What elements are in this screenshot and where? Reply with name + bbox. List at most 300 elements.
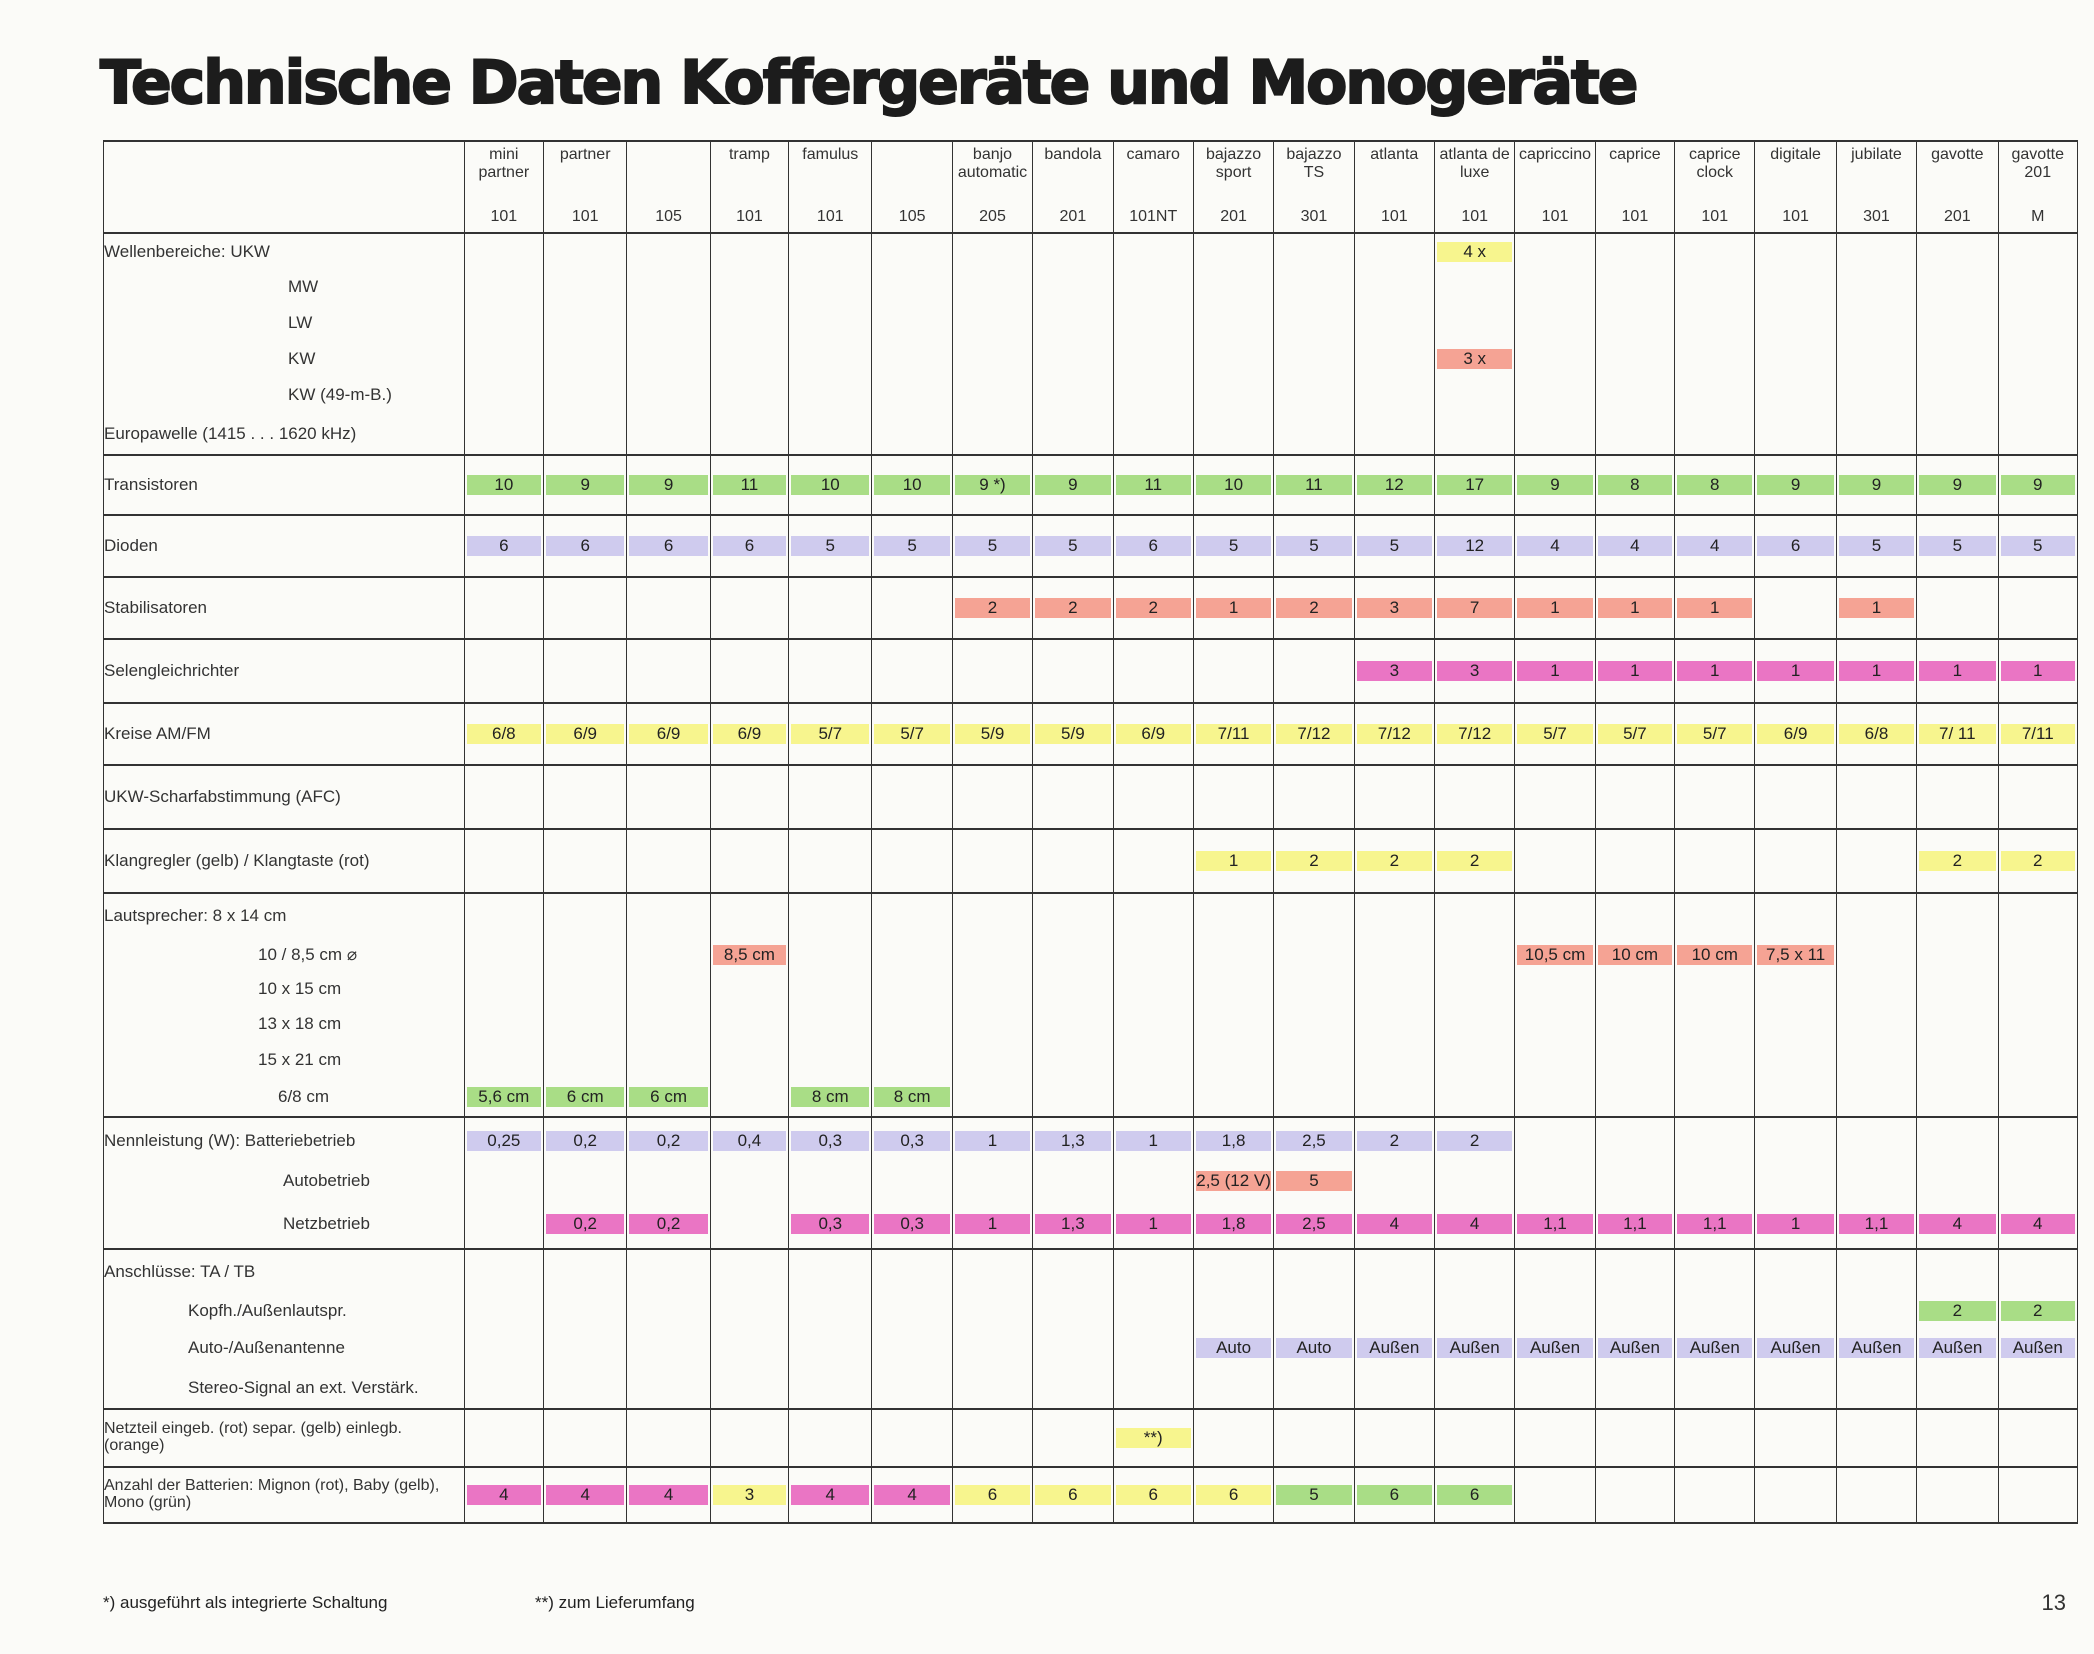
cell-value: 6/9 xyxy=(737,724,762,743)
spec-cell xyxy=(544,305,627,341)
model-variant: 201 xyxy=(1220,207,1247,225)
cell-value: 9 xyxy=(1068,475,1078,494)
page-title: Technische Daten Koffergeräte und Monogeräte xyxy=(100,48,1637,118)
cell-value: 6/9 xyxy=(1783,724,1808,743)
spec-cell xyxy=(464,937,543,973)
spec-cell xyxy=(1193,1409,1273,1467)
spec-cell xyxy=(1274,1163,1354,1199)
spec-cell xyxy=(1515,1117,1595,1163)
spec-cell xyxy=(1515,455,1595,515)
spec-cell xyxy=(1274,829,1354,893)
spec-cell xyxy=(1434,515,1514,577)
spec-cell xyxy=(1595,577,1674,639)
spec-cell xyxy=(789,1467,872,1523)
cell-value: 8 xyxy=(1630,475,1640,494)
spec-cell xyxy=(789,269,872,305)
spec-cell xyxy=(710,703,788,765)
spec-cell xyxy=(952,973,1032,1005)
color-band xyxy=(874,1485,949,1505)
cell-value: 17 xyxy=(1465,475,1485,494)
model-header xyxy=(544,141,627,233)
spec-cell xyxy=(627,893,710,937)
cell-value: **) xyxy=(1143,1428,1163,1447)
spec-cell xyxy=(1675,639,1755,703)
footnote-integrated-circuit: *) ausgeführt als integrierte Schaltung xyxy=(103,1593,388,1612)
spec-cell xyxy=(627,577,710,639)
spec-cell xyxy=(627,1329,710,1367)
spec-cell xyxy=(1755,305,1836,341)
color-band xyxy=(1598,724,1672,744)
color-band xyxy=(2001,1214,2076,1234)
spec-cell xyxy=(464,1117,543,1163)
color-band xyxy=(1276,598,1351,618)
spec-cell xyxy=(1998,377,2078,413)
model-header xyxy=(1755,141,1836,233)
color-band xyxy=(1276,1338,1351,1358)
color-band xyxy=(2001,724,2076,744)
spec-cell xyxy=(1113,1077,1193,1117)
cell-value: 10 cm xyxy=(1691,945,1738,964)
color-band xyxy=(791,1087,869,1107)
spec-cell xyxy=(1434,377,1514,413)
spec-cell xyxy=(1113,829,1193,893)
cell-value: 1,8 xyxy=(1221,1130,1246,1150)
spec-cell xyxy=(1675,1467,1755,1523)
spec-cell xyxy=(1836,703,1916,765)
spec-cell xyxy=(544,1249,627,1293)
spec-cell xyxy=(464,1249,543,1293)
cell-value: 5/7 xyxy=(1623,724,1647,743)
cell-value: 7 xyxy=(1469,598,1480,617)
spec-cell xyxy=(1595,973,1674,1005)
spec-cell xyxy=(464,455,543,515)
spec-cell xyxy=(1755,577,1836,639)
color-band xyxy=(546,1131,624,1151)
spec-cell xyxy=(952,1409,1032,1467)
spec-cell xyxy=(1998,233,2078,269)
spec-cell xyxy=(1755,829,1836,893)
spec-cell xyxy=(1515,1249,1595,1293)
spec-row xyxy=(104,1043,2078,1077)
color-band xyxy=(1357,724,1432,744)
spec-cell xyxy=(1595,1117,1674,1163)
spec-cell xyxy=(1434,639,1514,703)
spec-cell xyxy=(1434,1005,1514,1043)
cell-value: Außen xyxy=(1529,1338,1581,1357)
spec-cell xyxy=(544,829,627,893)
spec-cell xyxy=(1033,829,1113,893)
spec-cell xyxy=(1917,577,1998,639)
cell-value: 1 xyxy=(1710,598,1720,617)
spec-cell xyxy=(710,937,788,973)
color-band xyxy=(1276,1485,1351,1505)
cell-value: 5/7 xyxy=(818,724,843,743)
color-band xyxy=(1437,1214,1512,1234)
model-header xyxy=(1113,141,1193,233)
spec-cell xyxy=(544,639,627,703)
spec-cell xyxy=(1515,233,1595,269)
spec-cell xyxy=(789,893,872,937)
spec-cell xyxy=(1595,269,1674,305)
color-band xyxy=(2001,851,2076,871)
spec-cell xyxy=(1274,973,1354,1005)
cell-value: 9 xyxy=(663,475,674,494)
spec-cell xyxy=(1755,1077,1836,1117)
spec-row xyxy=(104,1005,2078,1043)
spec-cell xyxy=(1755,937,1836,973)
spec-cell xyxy=(1193,703,1273,765)
cell-value: 1 xyxy=(1550,661,1560,680)
cell-value: 9 xyxy=(1871,475,1882,494)
color-band xyxy=(2001,1338,2076,1358)
row-label: Autobetrieb xyxy=(104,1163,465,1199)
cell-value: 1,1 xyxy=(1623,1213,1647,1233)
spec-cell xyxy=(1675,515,1755,577)
spec-cell xyxy=(1755,1293,1836,1329)
spec-cell xyxy=(1354,1005,1434,1043)
spec-cell xyxy=(1917,937,1998,973)
model-header xyxy=(1274,141,1354,233)
cell-value: 5 xyxy=(1952,536,1963,555)
spec-cell xyxy=(1675,269,1755,305)
cell-value: 0,3 xyxy=(818,1130,843,1150)
spec-cell xyxy=(1515,515,1595,577)
spec-cell xyxy=(1836,305,1916,341)
spec-cell xyxy=(1917,639,1998,703)
cell-value: 4 xyxy=(580,1485,590,1504)
spec-cell xyxy=(1917,377,1998,413)
cell-value: 12 xyxy=(1384,475,1404,494)
spec-cell xyxy=(544,377,627,413)
row-label: Netzteil eingeb. (rot) separ. (gelb) einlegb. (orange) xyxy=(104,1409,465,1467)
cell-value: 4 xyxy=(1550,536,1560,555)
spec-cell xyxy=(1274,1367,1354,1409)
cell-value: Außen xyxy=(1689,1338,1740,1357)
color-band xyxy=(1035,1485,1110,1505)
spec-cell xyxy=(1917,765,1998,829)
spec-cell xyxy=(1675,1005,1755,1043)
spec-cell xyxy=(1434,1329,1514,1367)
spec-cell xyxy=(1354,1467,1434,1523)
color-band xyxy=(874,475,949,495)
model-header xyxy=(872,141,952,233)
cell-value: 11 xyxy=(1305,475,1323,494)
color-band xyxy=(1437,1131,1512,1151)
cell-value: 7/12 xyxy=(1377,724,1411,743)
spec-cell xyxy=(789,305,872,341)
color-band xyxy=(629,1131,707,1151)
spec-cell xyxy=(1033,455,1113,515)
model-header xyxy=(1434,141,1514,233)
spec-cell xyxy=(1755,1043,1836,1077)
spec-cell xyxy=(1274,765,1354,829)
spec-cell xyxy=(710,893,788,937)
page-number: 13 xyxy=(2041,1590,2066,1615)
row-label: Stabilisatoren xyxy=(104,577,465,639)
spec-cell xyxy=(872,703,952,765)
spec-cell xyxy=(952,1249,1032,1293)
color-band xyxy=(1757,945,1833,965)
color-band xyxy=(1116,598,1191,618)
spec-cell xyxy=(1434,1117,1514,1163)
color-band xyxy=(1116,475,1191,495)
row-label: Kreise AM/FM xyxy=(104,703,465,765)
spec-cell xyxy=(1755,515,1836,577)
spec-cell xyxy=(710,1163,788,1199)
spec-cell xyxy=(952,577,1032,639)
spec-cell xyxy=(1998,1409,2078,1467)
spec-cell xyxy=(1193,973,1273,1005)
cell-value: 1,3 xyxy=(1061,1213,1085,1233)
spec-cell xyxy=(1274,1077,1354,1117)
spec-cell xyxy=(1836,1043,1916,1077)
spec-cell xyxy=(1595,455,1674,515)
spec-cell xyxy=(1675,829,1755,893)
cell-value: 5 xyxy=(1228,536,1239,555)
spec-cell xyxy=(1193,1467,1273,1523)
spec-cell xyxy=(1515,269,1595,305)
spec-cell xyxy=(1033,413,1113,455)
spec-cell xyxy=(1193,1199,1273,1249)
spec-cell xyxy=(1354,639,1434,703)
cell-value: 1 xyxy=(1871,598,1882,617)
spec-cell xyxy=(1675,703,1755,765)
spec-cell xyxy=(1033,1043,1113,1077)
model-variant: 101 xyxy=(1621,207,1649,225)
model-name: mini partner xyxy=(478,146,530,182)
spec-cell xyxy=(1755,973,1836,1005)
color-band xyxy=(955,475,1030,495)
model-header xyxy=(1595,141,1674,233)
spec-cell xyxy=(1193,1117,1273,1163)
model-name: partner xyxy=(559,146,611,163)
row-label: 6/8 cm xyxy=(104,1077,465,1117)
spec-cell xyxy=(1113,1163,1193,1199)
spec-cell xyxy=(1434,703,1514,765)
spec-row xyxy=(104,639,2078,703)
spec-cell xyxy=(1193,1043,1273,1077)
spec-cell xyxy=(1193,233,1273,269)
spec-cell xyxy=(1595,1409,1674,1467)
spec-cell xyxy=(1274,1043,1354,1077)
color-band xyxy=(1276,536,1351,556)
spec-cell xyxy=(1274,893,1354,937)
cell-value: 1,8 xyxy=(1221,1213,1246,1233)
cell-value: 10 cm xyxy=(1611,945,1659,964)
spec-cell xyxy=(1595,937,1674,973)
spec-cell xyxy=(710,1117,788,1163)
spec-cell xyxy=(1515,1163,1595,1199)
row-label: Wellenbereiche: UKW xyxy=(104,233,465,269)
spec-cell xyxy=(1354,305,1434,341)
spec-cell xyxy=(1675,1329,1755,1367)
cell-value: Außen xyxy=(1609,1338,1660,1357)
spec-cell xyxy=(464,269,543,305)
spec-cell xyxy=(952,1077,1032,1117)
spec-cell xyxy=(1998,1199,2078,1249)
cell-value: 0,2 xyxy=(573,1130,597,1150)
color-band xyxy=(713,1131,786,1151)
color-band xyxy=(874,1087,949,1107)
spec-cell xyxy=(1836,829,1916,893)
spec-cell xyxy=(710,233,788,269)
spec-cell xyxy=(1274,937,1354,973)
model-name: bandola xyxy=(1044,146,1102,163)
spec-cell xyxy=(1675,1199,1755,1249)
color-band xyxy=(1919,851,1995,871)
cell-value: 5/9 xyxy=(980,724,1005,743)
cell-value: 1 xyxy=(2033,661,2043,680)
cell-value: 5 xyxy=(1309,1485,1319,1504)
spec-cell xyxy=(872,1043,952,1077)
color-band xyxy=(1677,661,1752,681)
model-header xyxy=(1033,141,1113,233)
spec-row xyxy=(104,377,2078,413)
spec-cell xyxy=(1836,377,1916,413)
cell-value: 2 xyxy=(1952,851,1963,870)
spec-cell xyxy=(1193,1367,1273,1409)
cell-value: 6 xyxy=(663,536,674,555)
spec-cell xyxy=(1354,893,1434,937)
spec-cell xyxy=(789,1409,872,1467)
spec-cell xyxy=(1515,1329,1595,1367)
spec-cell xyxy=(952,455,1032,515)
spec-cell xyxy=(1755,1199,1836,1249)
spec-cell xyxy=(789,765,872,829)
color-band xyxy=(546,475,624,495)
model-header xyxy=(1515,141,1595,233)
spec-cell xyxy=(1917,1199,1998,1249)
row-label: Dioden xyxy=(104,515,465,577)
spec-cell xyxy=(1755,1163,1836,1199)
color-band xyxy=(1839,661,1914,681)
spec-cell xyxy=(1595,1163,1674,1199)
cell-value: 5 xyxy=(987,536,998,555)
spec-cell xyxy=(1354,765,1434,829)
cell-value: 4 x xyxy=(1463,241,1486,261)
cell-value: 5 xyxy=(907,536,917,555)
cell-value: 0,25 xyxy=(487,1130,521,1150)
spec-cell xyxy=(1836,1367,1916,1409)
spec-cell xyxy=(872,377,952,413)
color-band xyxy=(791,1214,869,1234)
color-band xyxy=(1598,945,1672,965)
color-band xyxy=(1598,475,1672,495)
spec-cell xyxy=(464,341,543,377)
color-band xyxy=(546,536,624,556)
spec-cell xyxy=(1033,1367,1113,1409)
spec-cell xyxy=(1998,1077,2078,1117)
color-band xyxy=(1839,598,1914,618)
color-band xyxy=(467,536,541,556)
color-band xyxy=(1276,851,1351,871)
color-band xyxy=(713,536,786,556)
spec-cell xyxy=(1836,233,1916,269)
model-header xyxy=(1917,141,1998,233)
spec-cell xyxy=(1354,829,1434,893)
row-label: Auto-/Außenantenne xyxy=(104,1329,465,1367)
cell-value: 8 cm xyxy=(811,1086,849,1106)
cell-value: 11 xyxy=(740,475,759,494)
spec-cell xyxy=(464,413,543,455)
model-variant: 101 xyxy=(490,207,518,225)
color-band xyxy=(955,1214,1030,1234)
spec-cell xyxy=(710,1329,788,1367)
color-band xyxy=(713,945,786,965)
color-band xyxy=(1035,475,1110,495)
cell-value: 1 xyxy=(1630,661,1640,680)
spec-cell xyxy=(1675,577,1755,639)
spec-cell xyxy=(952,1329,1032,1367)
spec-cell xyxy=(1998,455,2078,515)
spec-cell xyxy=(1434,341,1514,377)
color-band xyxy=(1116,1214,1191,1234)
spec-cell xyxy=(1515,1199,1595,1249)
spec-cell xyxy=(1354,413,1434,455)
spec-cell xyxy=(464,973,543,1005)
spec-cell xyxy=(1033,703,1113,765)
spec-cell xyxy=(1033,973,1113,1005)
spec-cell xyxy=(952,829,1032,893)
spec-cell xyxy=(1836,639,1916,703)
row-label: Lautsprecher: 8 x 14 cm xyxy=(104,893,465,937)
spec-cell xyxy=(544,937,627,973)
spec-cell xyxy=(1033,1249,1113,1293)
color-band xyxy=(467,1131,541,1151)
spec-row xyxy=(104,455,2078,515)
spec-cell xyxy=(789,937,872,973)
spec-cell xyxy=(872,577,952,639)
spec-row xyxy=(104,341,2078,377)
spec-cell xyxy=(1113,1329,1193,1367)
spec-cell xyxy=(1434,455,1514,515)
spec-cell xyxy=(1033,1005,1113,1043)
spec-row xyxy=(104,937,2078,973)
spec-cell xyxy=(464,1199,543,1249)
spec-cell xyxy=(1595,639,1674,703)
cell-value: 6 xyxy=(1790,536,1801,555)
cell-value: 3 xyxy=(1389,598,1400,617)
spec-cell xyxy=(1274,1199,1354,1249)
spec-cell xyxy=(544,893,627,937)
spec-cell xyxy=(627,765,710,829)
spec-cell xyxy=(1033,1409,1113,1467)
cell-value: 0,2 xyxy=(573,1213,597,1233)
spec-cell xyxy=(952,341,1032,377)
spec-cell xyxy=(1354,1199,1434,1249)
cell-value: 6/9 xyxy=(1141,724,1166,743)
cell-value: 4 xyxy=(1469,1213,1480,1233)
spec-cell xyxy=(1515,413,1595,455)
spec-cell xyxy=(1434,1043,1514,1077)
model-name: bajazzo sport xyxy=(1206,146,1262,182)
spec-cell xyxy=(1193,1005,1273,1043)
spec-cell xyxy=(464,577,543,639)
spec-cell xyxy=(627,377,710,413)
color-band xyxy=(1357,536,1432,556)
cell-value: 5 xyxy=(1068,536,1078,555)
spec-cell xyxy=(1354,269,1434,305)
spec-cell xyxy=(1193,1329,1273,1367)
spec-cell xyxy=(1193,341,1273,377)
spec-row xyxy=(104,1329,2078,1367)
spec-cell xyxy=(1675,973,1755,1005)
spec-row xyxy=(104,829,2078,893)
spec-cell xyxy=(544,455,627,515)
spec-cell xyxy=(1274,639,1354,703)
spec-cell xyxy=(872,973,952,1005)
cell-value: 1 xyxy=(1148,1213,1158,1233)
